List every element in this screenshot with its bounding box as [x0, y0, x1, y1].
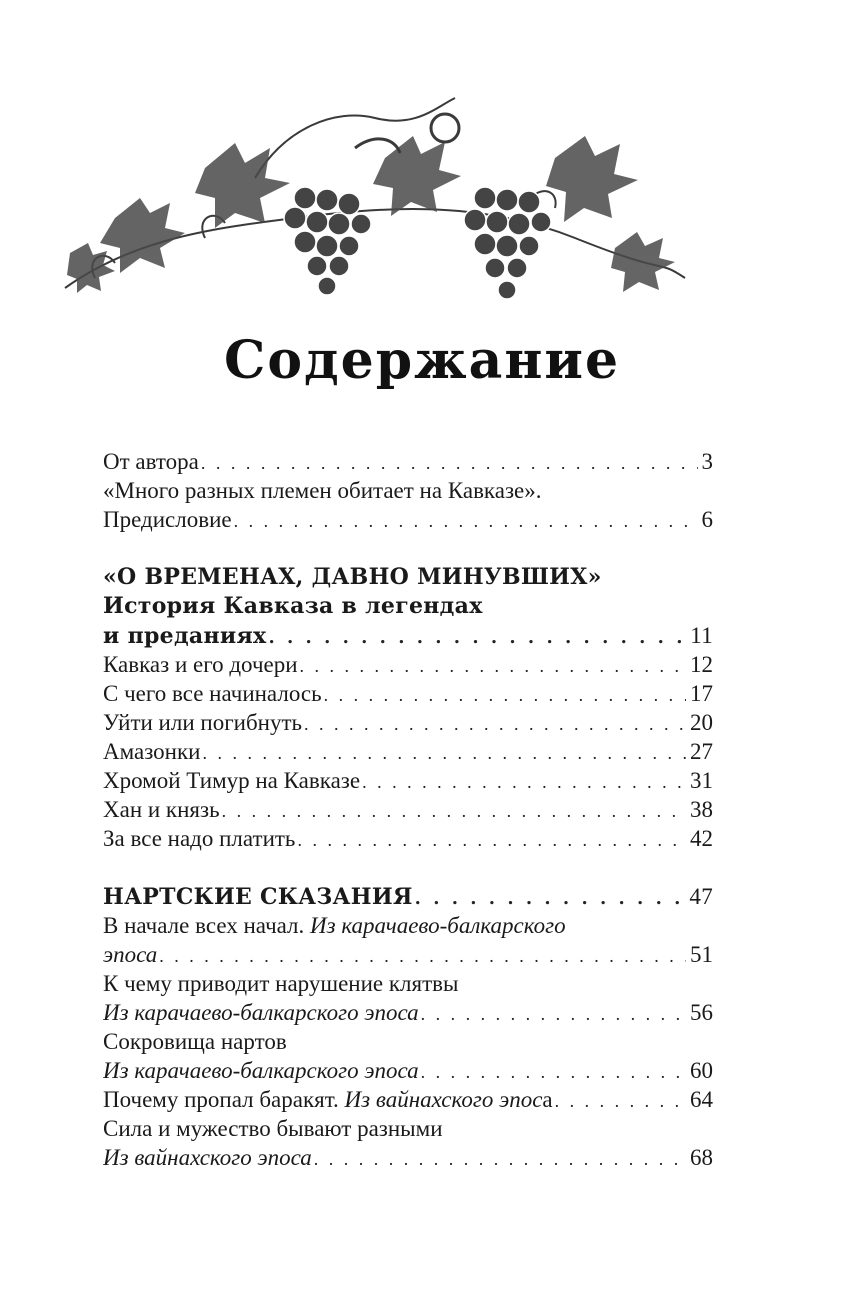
leader-dots: [222, 797, 686, 824]
toc-entry-source: эпоса: [103, 942, 158, 967]
leader-dots: [234, 507, 698, 534]
toc-page-number: 17: [690, 681, 713, 706]
toc-entry[interactable]: [103, 766, 713, 795]
toc-entry-title-text: В начале всех начал.: [103, 913, 311, 938]
leader-dots: [415, 884, 686, 911]
toc-entry-title: Хромой Тимур на Кавказе: [103, 768, 361, 793]
section-heading: и преданиях: [103, 623, 267, 649]
leader-dots: [362, 768, 686, 795]
toc-entry-title: «Много разных племен обитает на Кавказе».: [103, 478, 542, 503]
toc-entry-title: Сокровища нартов: [103, 1029, 287, 1054]
toc-entry-source: Из карачаево-балкарского эпоса: [103, 1058, 419, 1083]
toc-page-number: 56: [690, 1000, 713, 1025]
toc-page-number: 51: [690, 942, 713, 967]
toc-entry-title: С чего все начиналось: [103, 681, 322, 706]
toc-entry[interactable]: [103, 940, 713, 969]
toc-page-number: 60: [690, 1058, 713, 1083]
toc-entry-source: Из карачаево-балкарского эпоса: [103, 1000, 419, 1025]
toc-page-number: 68: [690, 1145, 713, 1170]
toc-page-number: 6: [701, 507, 713, 532]
toc-page-number: 31: [690, 768, 713, 793]
toc-entry-title-text: Почему пропал баракят.: [103, 1087, 345, 1112]
leader-dots: [300, 652, 686, 679]
toc-page-number: 11: [690, 623, 713, 648]
toc-page-number: 27: [690, 739, 713, 764]
toc-page-number: 20: [690, 710, 713, 735]
leader-dots: [314, 1145, 686, 1172]
toc-entry-source: Из вайнахского эпос: [344, 1087, 543, 1112]
toc-entry-title: Хан и князь: [103, 797, 220, 822]
toc-entry-title: От автора: [103, 449, 199, 474]
toc-entry-title: Предисловие: [103, 507, 232, 532]
leader-dots: [268, 623, 686, 650]
toc-page-number: 42: [690, 826, 713, 851]
grapevine-ornament: [55, 88, 695, 318]
toc-entry[interactable]: [103, 998, 713, 1027]
toc-page-number: 64: [690, 1087, 713, 1112]
toc-entry[interactable]: [103, 447, 713, 476]
toc-entry[interactable]: [103, 505, 713, 534]
toc-page-number: 47: [689, 884, 713, 909]
toc-entry-title: Кавказ и его дочери: [103, 652, 298, 677]
toc-page-number: 3: [701, 449, 713, 474]
toc-page-number: 12: [690, 652, 713, 677]
section-heading-entry[interactable]: [103, 621, 713, 650]
toc-entry[interactable]: [103, 1085, 713, 1114]
toc-entry[interactable]: [103, 708, 713, 737]
toc-entry[interactable]: [103, 1056, 713, 1085]
leader-dots: [421, 1000, 686, 1027]
toc-entry[interactable]: [103, 737, 713, 766]
section-heading: «О ВРЕМЕНАХ, ДАВНО МИНУВШИХ»: [103, 564, 602, 590]
toc-entry-source: Из вайнахского эпоса: [103, 1145, 312, 1170]
toc-entry-title: Уйти или погибнуть: [103, 710, 303, 735]
toc-entry-title: К чему приводит нарушение клятвы: [103, 971, 459, 996]
toc-entry[interactable]: [103, 650, 713, 679]
toc-entry-title: За все надо платить: [103, 826, 296, 851]
section-heading: История Кавказа в легендах: [103, 593, 483, 619]
toc-page-number: 38: [690, 797, 713, 822]
section-heading-entry[interactable]: [103, 882, 713, 911]
toc-entry[interactable]: [103, 824, 713, 853]
page-title: Содержание: [223, 330, 621, 391]
toc-entry-title: Сила и мужество бывают разными: [103, 1116, 443, 1141]
leader-dots: [159, 942, 686, 969]
leader-dots: [324, 681, 686, 708]
leader-dots: [555, 1087, 686, 1114]
leader-dots: [297, 826, 686, 853]
toc-entry-title-tail: а: [542, 1087, 553, 1112]
leader-dots: [304, 710, 686, 737]
toc-entry-title: Амазонки: [103, 739, 201, 764]
leader-dots: [421, 1058, 686, 1085]
toc-entry-title: [103, 1085, 553, 1114]
toc-entry[interactable]: [103, 795, 713, 824]
section-heading: НАРТСКИЕ СКАЗАНИЯ: [103, 884, 413, 910]
toc-entry-source: Из карачаево-балкарского: [310, 913, 566, 938]
table-of-contents: [103, 447, 713, 1172]
toc-entry-title: [103, 911, 713, 940]
toc-entry[interactable]: [103, 1143, 713, 1172]
toc-entry[interactable]: [103, 679, 713, 708]
leader-dots: [201, 449, 698, 476]
leader-dots: [202, 739, 686, 766]
